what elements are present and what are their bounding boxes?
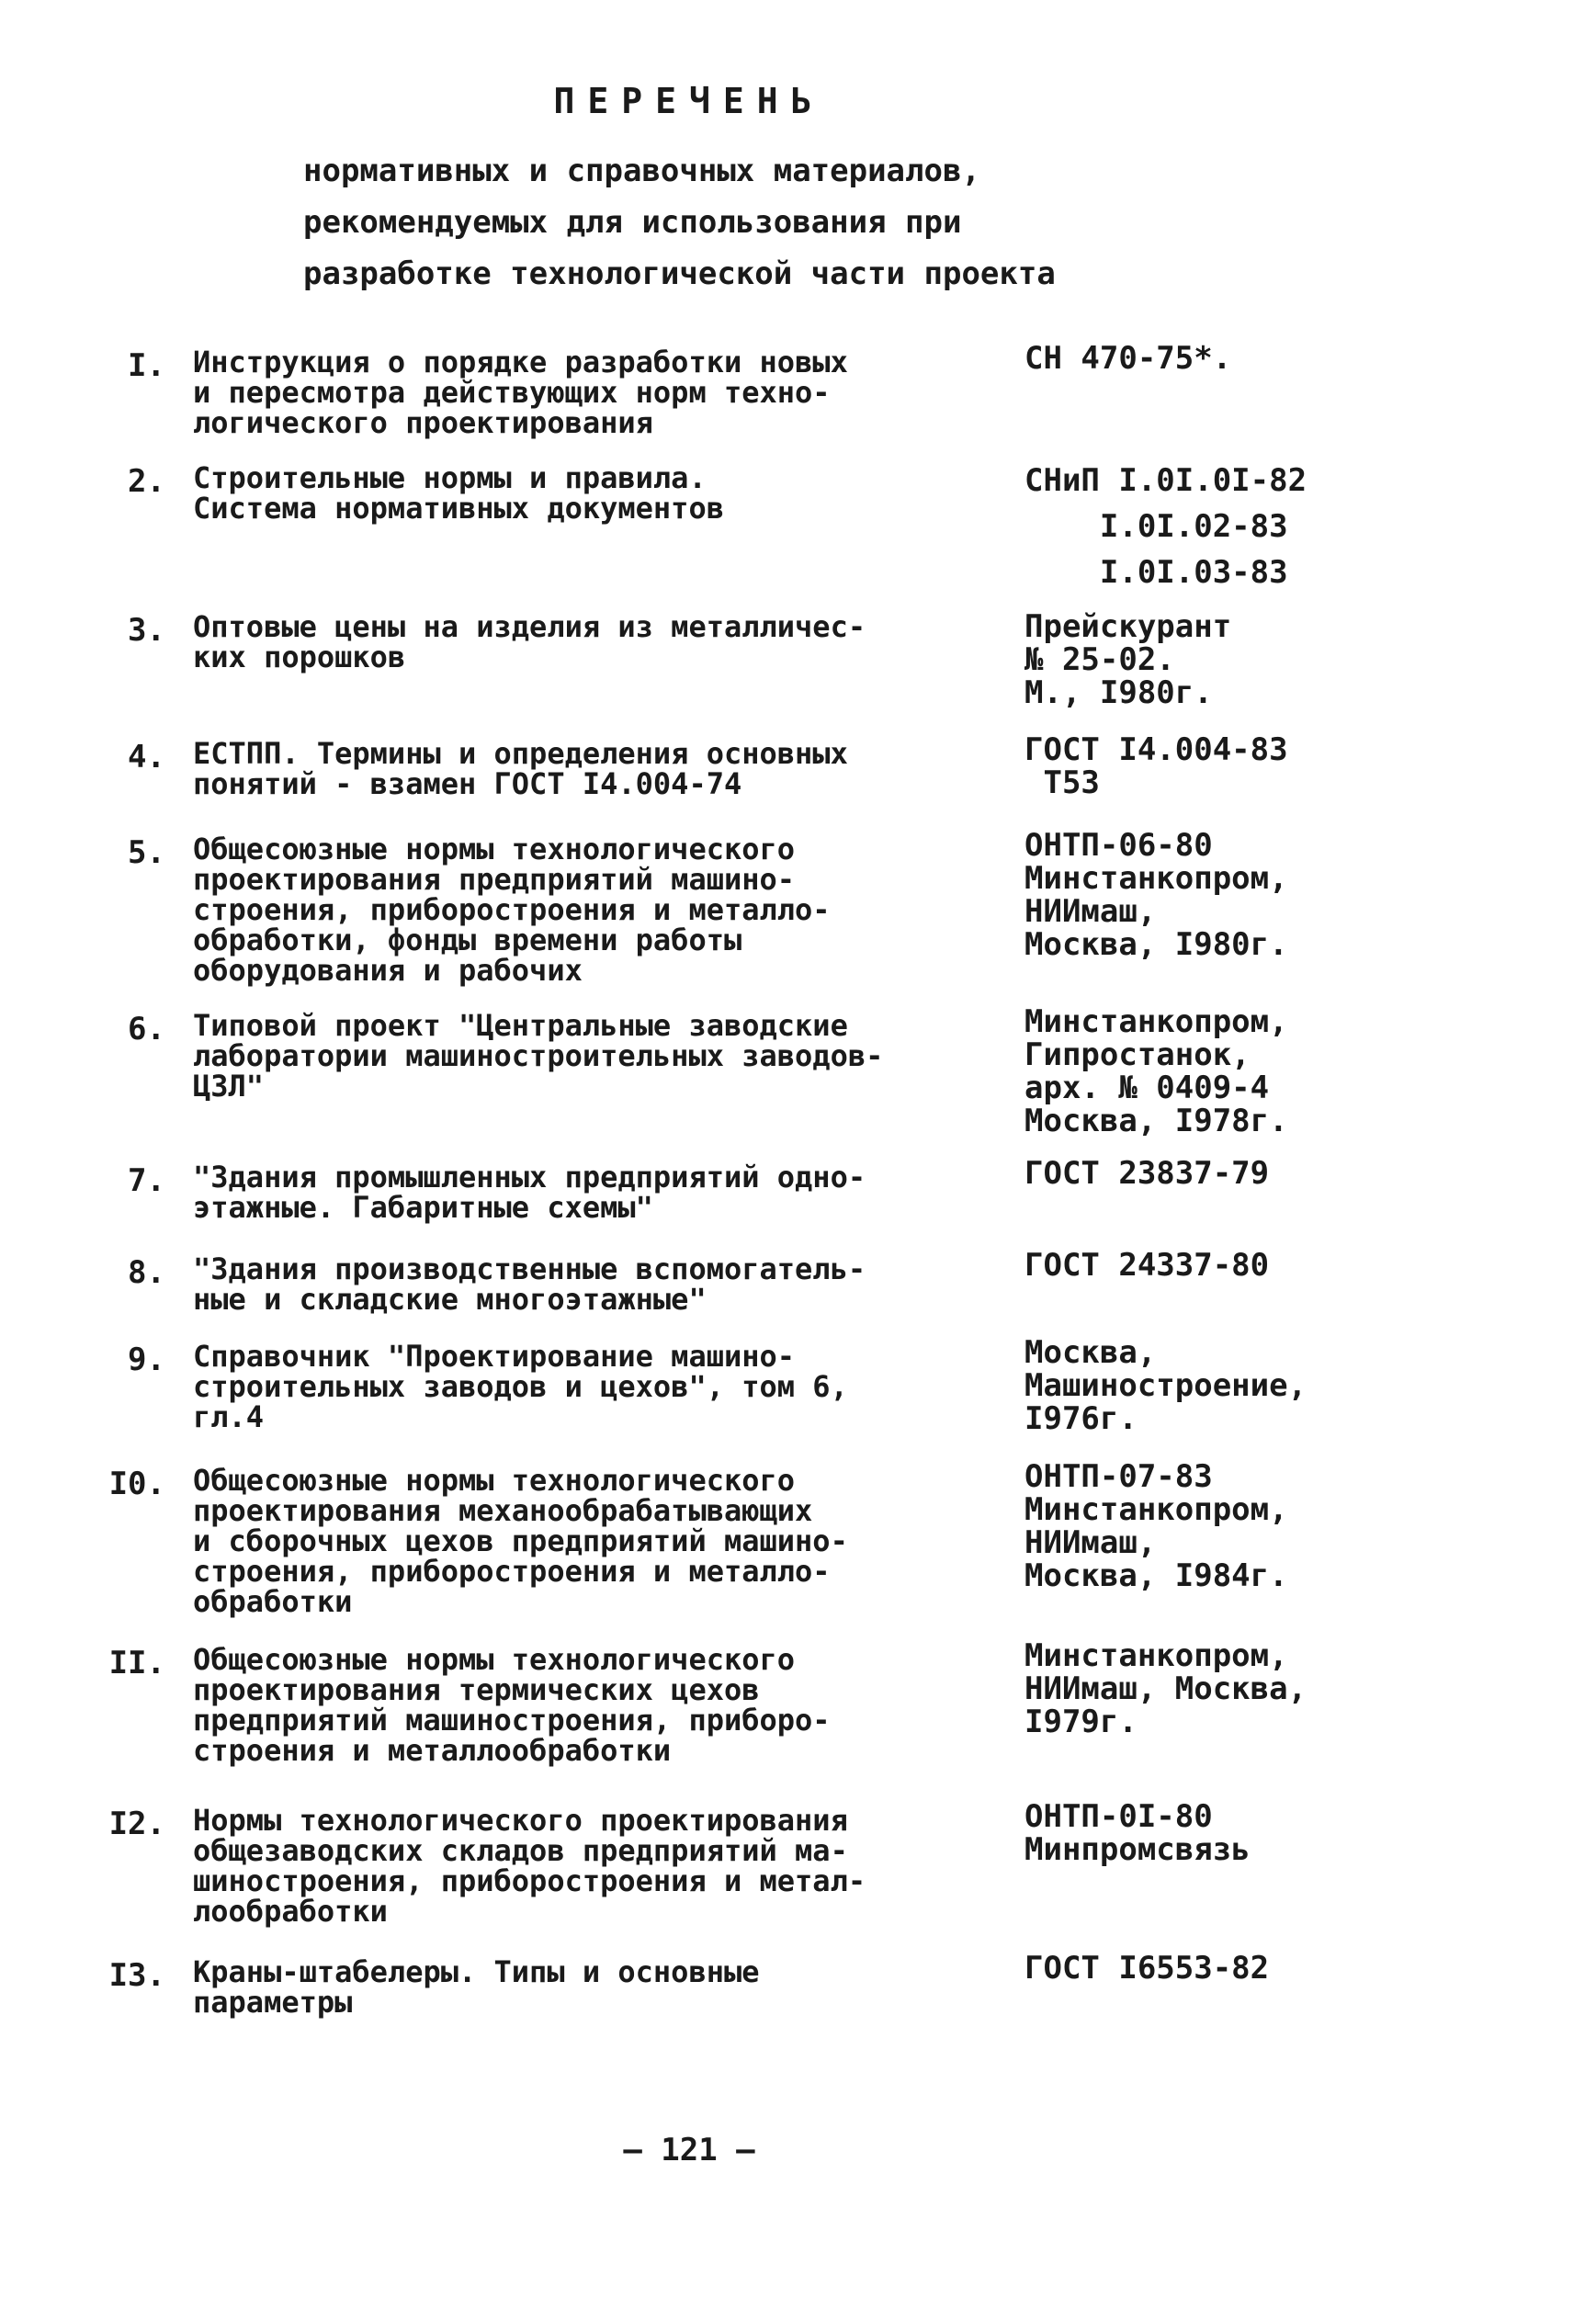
- item-number: 7.: [128, 1162, 165, 1199]
- item-description: [193, 1162, 956, 1223]
- description-line: этажные. Габаритные схемы": [193, 1190, 653, 1225]
- reference-line: НИИмаш, Москва,: [1024, 1670, 1307, 1707]
- description-line: строения и металлообработки: [193, 1733, 672, 1768]
- item-description: [193, 1642, 956, 1768]
- description-line: лаборатории машиностроительных заводов-: [193, 1038, 884, 1073]
- description-line: проектирования механообрабатывающих: [193, 1493, 813, 1528]
- description-line: ЦЗЛ": [193, 1069, 265, 1104]
- reference-line: Гипростанок,: [1024, 1036, 1251, 1073]
- item-reference: [1024, 1639, 1502, 1738]
- description-line: параметры: [193, 1985, 353, 2020]
- description-line: "Здания производственные вспомогатель-: [193, 1251, 866, 1286]
- reference-line: I.0I.02-83: [1024, 508, 1288, 545]
- reference-line: НИИмаш,: [1024, 893, 1157, 930]
- reference-line: I976г.: [1024, 1400, 1138, 1437]
- description-line: Общесоюзные нормы технологического: [193, 1463, 796, 1498]
- reference-line: ГОСТ I4.004-83: [1024, 731, 1288, 768]
- description-line: Оптовые цены на изделия из металличес-: [193, 609, 866, 644]
- description-line: предприятий машиностроения, приборо-: [193, 1703, 831, 1738]
- item-number: 9.: [128, 1342, 165, 1378]
- reference-line: НИИмаш,: [1024, 1524, 1157, 1561]
- description-line: Система нормативных документов: [193, 491, 724, 526]
- item-reference: [1024, 342, 1502, 375]
- item-description: [193, 1463, 956, 1619]
- page-title: ПЕРЕЧЕНЬ: [553, 81, 825, 121]
- reference-line: Минстанкопром,: [1024, 1637, 1288, 1674]
- reference-line: СНиП I.0I.0I-82: [1024, 462, 1307, 499]
- item-number: 3.: [128, 612, 165, 649]
- item-reference: [1024, 1460, 1502, 1592]
- subtitle-line: рекомендуемых для использования при: [303, 204, 962, 241]
- description-line: оборудования и рабочих: [193, 953, 583, 988]
- item-reference: [1024, 733, 1502, 799]
- item-reference: [1024, 829, 1502, 961]
- reference-line: ОНТП-0I-80: [1024, 1798, 1213, 1835]
- description-line: Нормы технологического проектирования: [193, 1803, 848, 1838]
- reference-line: Москва, I978г.: [1024, 1103, 1288, 1139]
- description-line: Строительные нормы и правила.: [193, 460, 707, 495]
- description-line: общезаводских складов предприятий ма-: [193, 1833, 848, 1868]
- item-reference: [1024, 1157, 1502, 1190]
- description-line: обработки: [193, 1584, 353, 1619]
- item-description: [193, 1803, 956, 1929]
- description-line: и сборочных цехов предприятий машино-: [193, 1523, 848, 1558]
- item-description: [193, 460, 956, 526]
- description-line: строения, приборостроения и металло-: [193, 1554, 831, 1589]
- reference-line: I979г.: [1024, 1704, 1138, 1740]
- reference-line: I.0I.03-83: [1024, 554, 1288, 591]
- description-line: ЕСТПП. Термины и определения основных: [193, 736, 848, 771]
- reference-line: Т53: [1024, 764, 1100, 801]
- description-line: обработки, фонды времени работы: [193, 923, 742, 957]
- description-line: шиностроения, приборостроения и метал-: [193, 1863, 866, 1898]
- reference-line: ГОСТ 23837-79: [1024, 1155, 1270, 1192]
- description-line: "Здания промышленных предприятий одно-: [193, 1160, 866, 1194]
- item-description: [193, 1339, 956, 1434]
- item-reference: [1024, 1249, 1502, 1282]
- description-line: проектирования предприятий машино-: [193, 862, 796, 897]
- reference-line: Минстанкопром,: [1024, 1003, 1288, 1040]
- item-number: 8.: [128, 1254, 165, 1291]
- page-subtitle: [303, 145, 1056, 300]
- reference-line: Минстанкопром,: [1024, 1491, 1288, 1528]
- item-number: II.: [108, 1645, 165, 1681]
- subtitle-line: нормативных и справочных материалов,: [303, 153, 980, 189]
- description-line: Общесоюзные нормы технологического: [193, 1642, 796, 1677]
- description-line: понятий - взамен ГОСТ I4.004-74: [193, 766, 742, 801]
- reference-line: СН 470-75*.: [1024, 340, 1232, 377]
- reference-line: Минстанкопром,: [1024, 860, 1288, 897]
- item-reference: [1024, 1952, 1502, 1985]
- reference-line: М., I980г.: [1024, 674, 1213, 711]
- description-line: Инструкция о порядке разработки новых: [193, 345, 848, 379]
- reference-line: Минпромсвязь: [1024, 1831, 1251, 1868]
- item-number: 2.: [128, 463, 165, 500]
- reference-line: Москва, I980г.: [1024, 926, 1288, 963]
- item-number: I2.: [108, 1806, 165, 1842]
- description-line: проектирования термических цехов: [193, 1672, 760, 1707]
- item-reference: [1024, 458, 1502, 595]
- item-number: I3.: [108, 1957, 165, 1994]
- description-line: логического проектирования: [193, 405, 653, 440]
- description-line: Краны-штабелеры. Типы и основные: [193, 1954, 760, 1989]
- description-line: строительных заводов и цехов", том 6,: [193, 1369, 848, 1404]
- reference-line: ГОСТ 24337-80: [1024, 1247, 1270, 1284]
- description-line: ких порошков: [193, 640, 406, 674]
- description-line: лообработки: [193, 1894, 388, 1929]
- reference-line: Москва,: [1024, 1334, 1157, 1371]
- item-description: [193, 347, 956, 438]
- item-number: I.: [128, 347, 165, 384]
- description-line: и пересмотра действующих норм техно-: [193, 375, 831, 410]
- reference-line: ГОСТ I6553-82: [1024, 1950, 1270, 1987]
- item-reference: [1024, 610, 1502, 709]
- reference-line: ОНТП-06-80: [1024, 827, 1213, 864]
- reference-line: арх. № 0409-4: [1024, 1070, 1270, 1106]
- item-reference: [1024, 1336, 1502, 1435]
- description-line: ные и складские многоэтажные": [193, 1282, 707, 1317]
- description-line: строения, приборостроения и металло-: [193, 892, 831, 927]
- item-number: I0.: [108, 1466, 165, 1502]
- item-description: [193, 834, 956, 986]
- description-line: гл.4: [193, 1399, 265, 1434]
- page-number: — 121 —: [623, 2132, 755, 2168]
- item-reference: [1024, 1800, 1502, 1866]
- item-description: [193, 1954, 956, 2020]
- reference-line: Москва, I984г.: [1024, 1557, 1288, 1594]
- reference-line: Прейскурант: [1024, 608, 1232, 645]
- item-number: 6.: [128, 1011, 165, 1047]
- reference-line: ОНТП-07-83: [1024, 1458, 1213, 1495]
- item-reference: [1024, 1005, 1502, 1138]
- description-line: Справочник "Проектирование машино-: [193, 1339, 796, 1374]
- reference-line: Машиностроение,: [1024, 1367, 1307, 1404]
- item-description: [193, 1251, 956, 1317]
- subtitle-line: разработке технологической части проекта: [303, 255, 1056, 292]
- item-number: 4.: [128, 739, 165, 776]
- description-line: Типовой проект "Центральные заводские: [193, 1008, 848, 1043]
- item-description: [193, 1008, 956, 1104]
- item-description: [193, 609, 956, 674]
- description-line: Общесоюзные нормы технологического: [193, 832, 796, 866]
- reference-line: № 25-02.: [1024, 641, 1175, 678]
- item-number: 5.: [128, 834, 165, 871]
- item-description: [193, 736, 956, 801]
